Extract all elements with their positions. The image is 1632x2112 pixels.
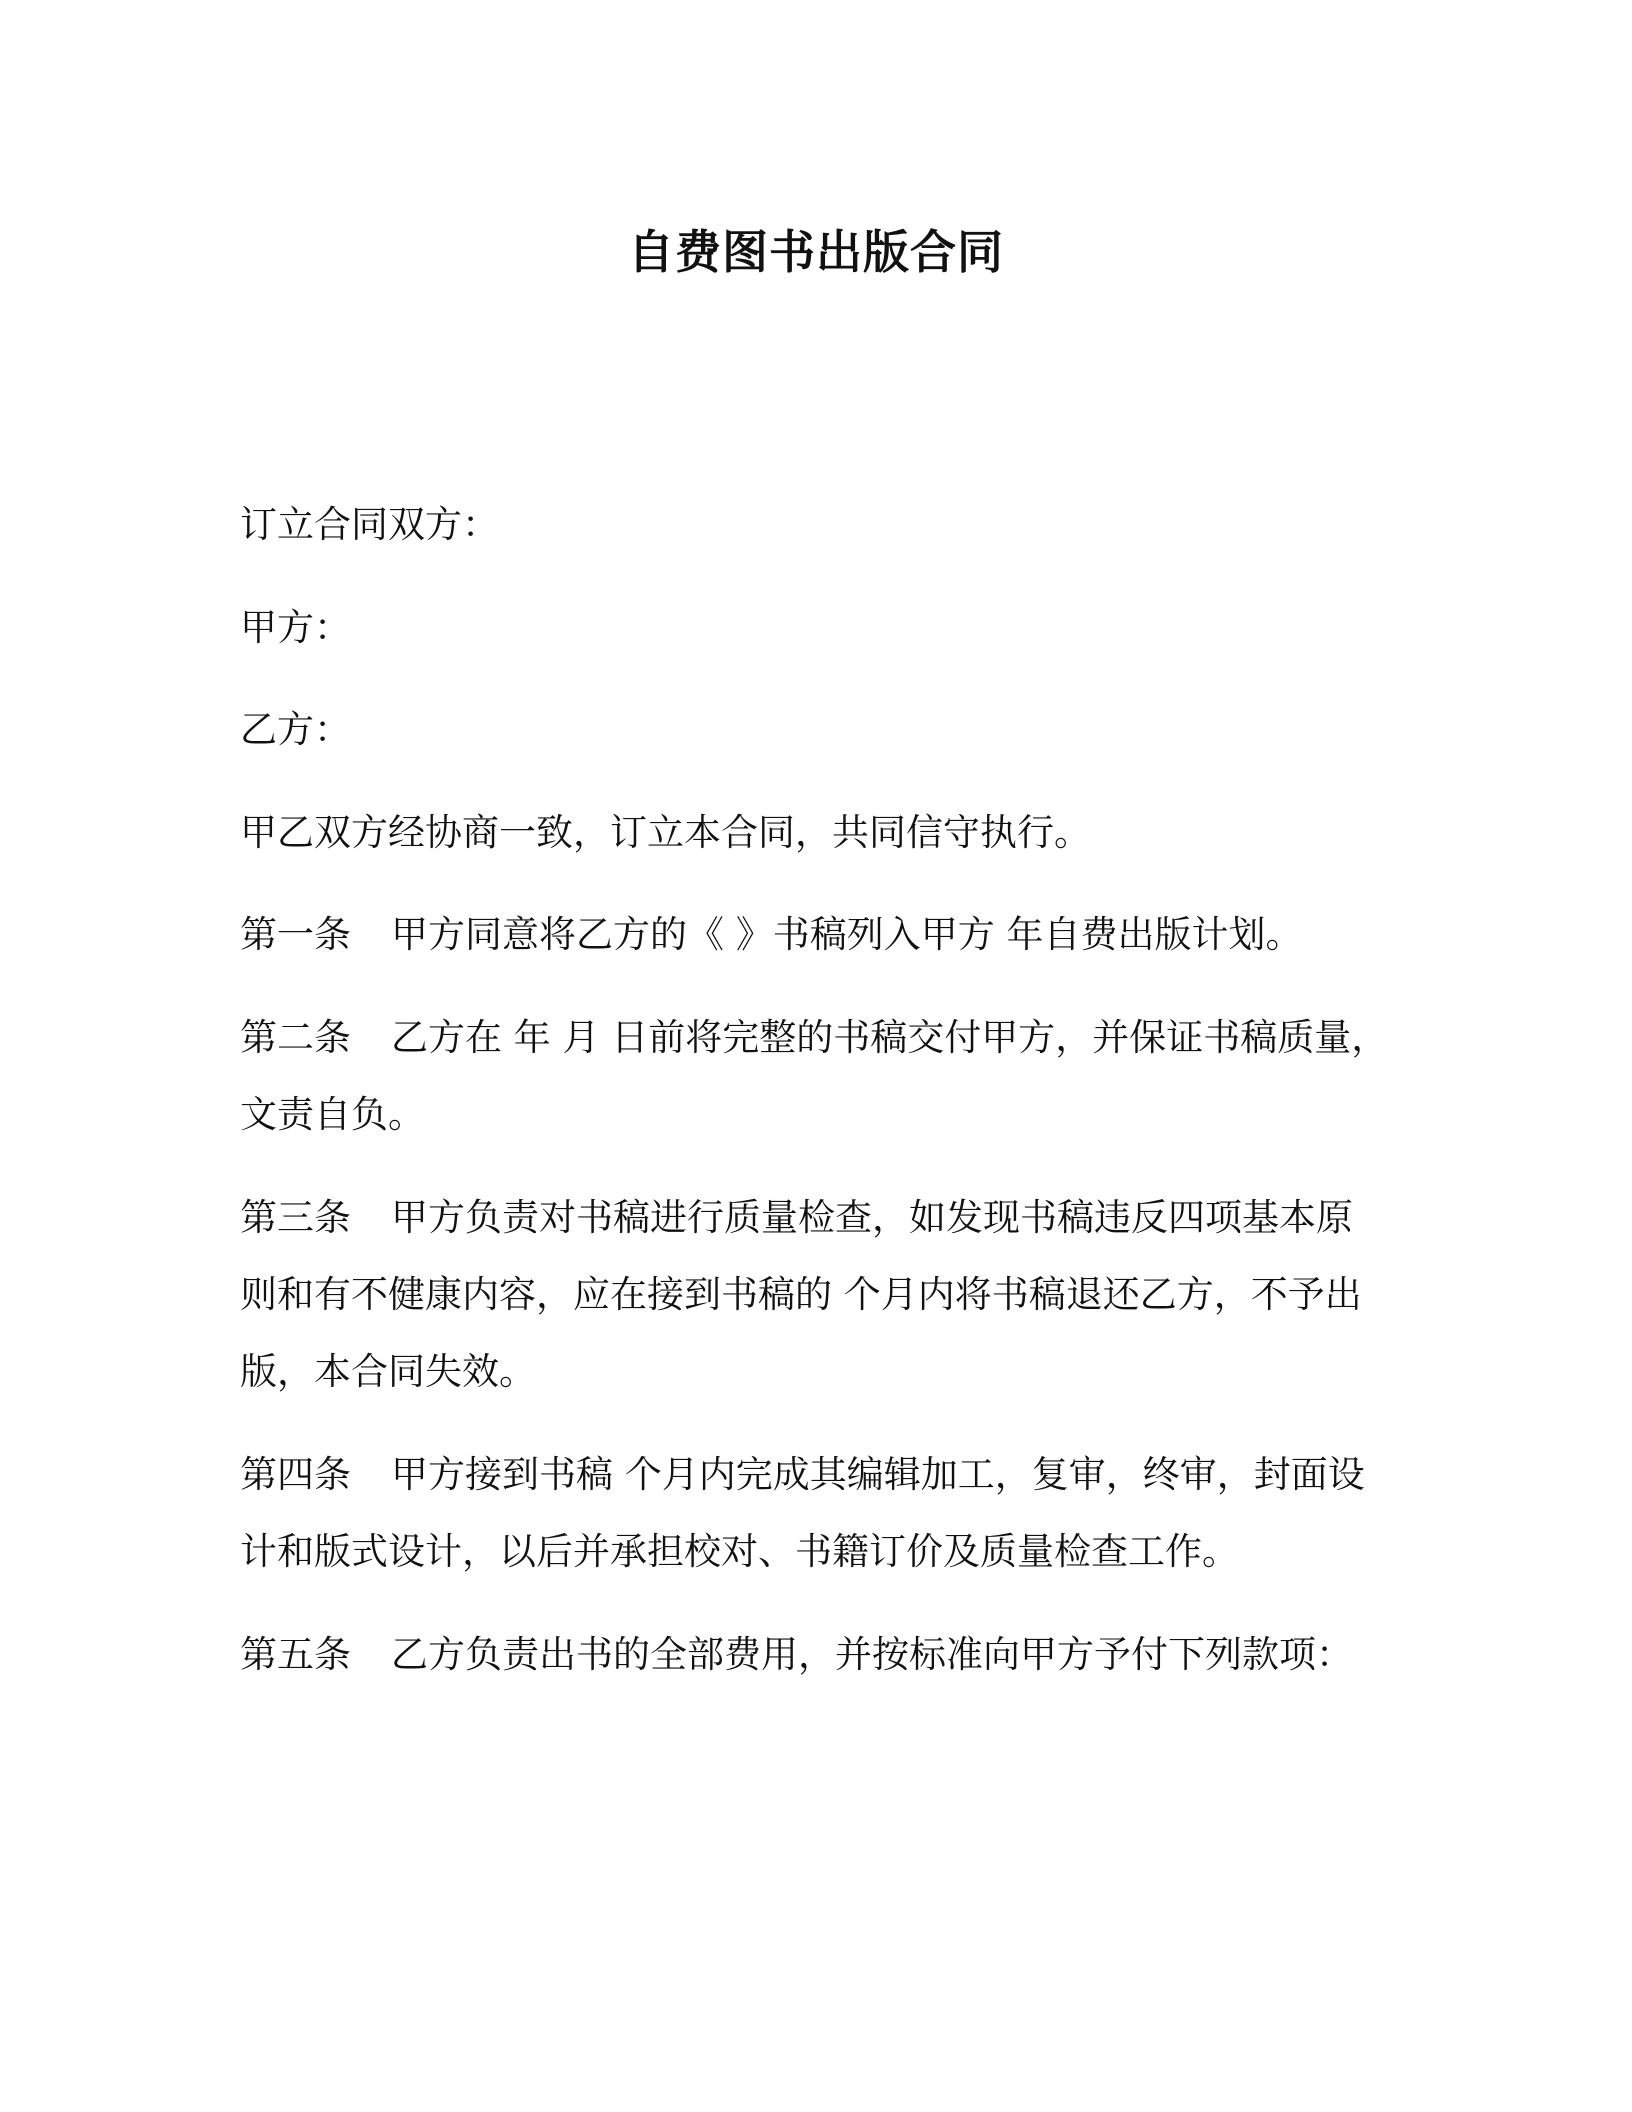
article-2-continuation: 文责自负。 (240, 1093, 425, 1136)
article-label: 第一条 (240, 913, 351, 956)
article-4 (240, 1450, 1365, 1500)
article-3-continuation-2: 版，本合同失效。 (240, 1350, 536, 1393)
article-4-continuation: 计和版式设计，以后并承担校对、书籍订价及质量检查工作。 (240, 1530, 1239, 1573)
article-label: 第五条 (240, 1633, 351, 1676)
article-text-line: 甲方负责对书稿进行质量检查，如发现书稿违反四项基本原 (391, 1196, 1353, 1239)
article-label: 第三条 (240, 1196, 351, 1239)
article-text-line: 甲方同意将乙方的《 》书稿列入甲方 年自费出版计划。 (391, 913, 1303, 956)
article-3-continuation-1: 则和有不健康内容，应在接到书稿的 个月内将书稿退还乙方，不予出 (240, 1273, 1362, 1316)
article-1 (240, 910, 1303, 960)
article-text-line: 乙方在 年 月 日前将完整的书稿交付甲方，并保证书稿质量， (391, 1016, 1389, 1059)
article-label: 第四条 (240, 1453, 351, 1496)
party-b-label: 乙方： (240, 708, 351, 751)
preamble-text: 甲乙双方经协商一致，订立本合同，共同信守执行。 (240, 811, 1091, 854)
document-title: 自费图书出版合同 (628, 225, 1004, 279)
article-label: 第二条 (240, 1016, 351, 1059)
party-a-label: 甲方： (240, 606, 351, 649)
article-text-line: 乙方负责出书的全部费用，并按标准向甲方予付下列款项： (391, 1633, 1353, 1676)
article-text-line: 甲方接到书稿 个月内完成其编辑加工，复审，终审，封面设 (391, 1453, 1365, 1496)
article-2 (240, 1013, 1388, 1063)
article-3 (240, 1193, 1353, 1243)
article-5 (240, 1630, 1353, 1680)
parties-heading: 订立合同双方： (240, 503, 499, 546)
